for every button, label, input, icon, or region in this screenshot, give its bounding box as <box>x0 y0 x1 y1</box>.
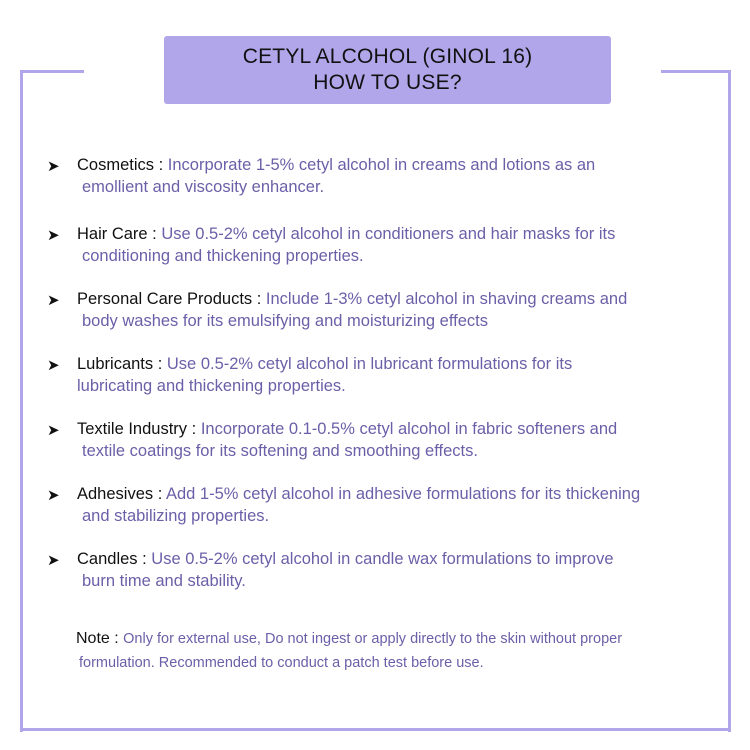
item-text-cont: burn time and stability. <box>82 572 246 590</box>
item-label: Personal Care Products : <box>77 290 266 308</box>
title-banner <box>164 36 611 104</box>
frame-top-right <box>661 70 731 73</box>
arrow-bullet-icon: ➤ <box>47 487 60 504</box>
item-label: Hair Care : <box>77 225 162 243</box>
arrow-bullet-icon: ➤ <box>47 158 60 175</box>
item-text: Incorporate 0.1-0.5% cetyl alcohol in fabric softeners and <box>200 420 618 438</box>
item-text-cont: body washes for its emulsifying and moisturizing effects <box>82 312 488 330</box>
item-label: Lubricants : <box>77 355 167 373</box>
item-text: Use 0.5-2% cetyl alcohol in conditioners and hair masks for its <box>161 225 616 243</box>
item-text: Use 0.5-2% cetyl alcohol in lubricant formulations for its <box>166 355 573 373</box>
usage-list <box>47 154 737 613</box>
page-subtitle: HOW TO USE? <box>313 71 462 94</box>
list-item-textile <box>47 418 737 483</box>
item-text-cont: emollient and viscosity enhancer. <box>82 178 325 196</box>
frame-top-left <box>20 70 84 73</box>
list-item-hair-care <box>47 223 737 288</box>
arrow-bullet-icon: ➤ <box>47 552 60 569</box>
item-text-cont: conditioning and thickening properties. <box>82 247 364 265</box>
item-label: Candles : <box>77 550 152 568</box>
note-text: Only for external use, Do not ingest or apply directly to the skin without proper <box>123 631 623 647</box>
item-text-cont: and stabilizing properties. <box>82 507 270 525</box>
arrow-bullet-icon: ➤ <box>47 292 60 309</box>
note-label: Note : <box>76 630 124 647</box>
item-text-cont: textile coatings for its softening and smoothing effects. <box>82 442 478 460</box>
item-text: Add 1-5% cetyl alcohol in adhesive formulations for its thickening <box>165 485 641 503</box>
list-item-lubricants <box>47 353 737 418</box>
item-text: Incorporate 1-5% cetyl alcohol in creams and lotions as an <box>167 156 596 174</box>
item-text: Use 0.5-2% cetyl alcohol in candle wax formulations to improve <box>151 550 614 568</box>
item-text-cont: lubricating and thickening properties. <box>77 377 346 395</box>
item-label: Textile Industry : <box>77 420 201 438</box>
frame-left <box>20 70 23 732</box>
list-item-adhesives <box>47 483 737 548</box>
frame-bottom <box>20 728 731 731</box>
list-item-cosmetics <box>47 154 737 219</box>
arrow-bullet-icon: ➤ <box>47 357 60 374</box>
list-item-personal-care <box>47 288 737 353</box>
item-text: Include 1-3% cetyl alcohol in shaving creams and <box>265 290 628 308</box>
item-label: Adhesives : <box>77 485 166 503</box>
arrow-bullet-icon: ➤ <box>47 227 60 244</box>
item-label: Cosmetics : <box>77 156 168 174</box>
arrow-bullet-icon: ➤ <box>47 422 60 439</box>
page-title: CETYL ALCOHOL (GINOL 16) <box>242 45 533 68</box>
list-item-candles <box>47 548 737 613</box>
note-text-cont: formulation. Recommended to conduct a patch test before use. <box>79 655 484 671</box>
